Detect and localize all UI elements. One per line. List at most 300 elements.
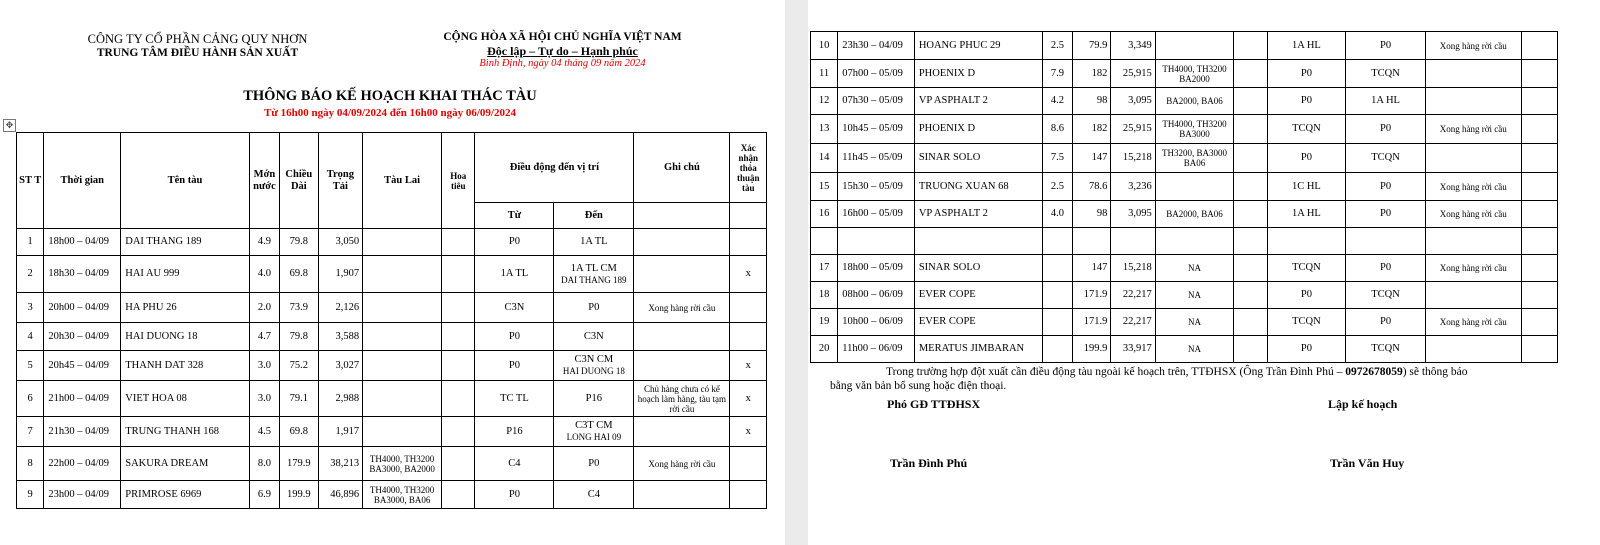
cell-to (554, 381, 634, 417)
cell-length-text: 199.9 (287, 488, 311, 500)
cell-tonnage (1111, 282, 1155, 309)
cell-from-text: P0 (508, 359, 520, 371)
cell-note (1425, 309, 1521, 336)
table-row (811, 88, 1558, 115)
cell-stt (811, 255, 838, 282)
cell-time-text: 16h00 – 05/09 (842, 208, 903, 219)
table-row (811, 60, 1558, 88)
cell-tug (363, 229, 442, 256)
cell-tonnage-text: 25,915 (1122, 67, 1152, 79)
table-row (811, 115, 1558, 144)
cell-note (1425, 201, 1521, 228)
cell-to-text: TCQN (1371, 152, 1400, 163)
cell-stt-text: 10 (818, 39, 830, 51)
cell-length (1073, 115, 1111, 144)
cell-tug-text: BA2000, BA06 (1166, 96, 1223, 106)
cell-from (1267, 336, 1346, 363)
cell-tug (1155, 201, 1234, 228)
cell-length-text: 98 (1096, 208, 1108, 219)
cell-tug-text: NA (1188, 317, 1202, 327)
cell-confirm (1521, 88, 1557, 115)
cell-draft (1042, 115, 1072, 144)
cell-ship (914, 282, 1042, 309)
cell-tug-text: BA2000, BA06 (1166, 209, 1223, 219)
cell-time (838, 201, 915, 228)
cell-to (1346, 282, 1426, 309)
table-row (17, 256, 767, 293)
cell-time-text: 10h00 – 06/09 (842, 316, 903, 327)
cell-stt-text: 16 (818, 208, 830, 219)
cell-draft (1042, 173, 1072, 201)
cell-ship-text: PHOENIX D (918, 123, 976, 134)
document-date: Bình Định, ngày 04 tháng 09 năm 2024 (479, 58, 646, 69)
cell-draft (1042, 32, 1072, 60)
cell-draft-text: 4.0 (257, 268, 271, 279)
table-row (811, 201, 1558, 228)
cell-pilot (1234, 309, 1267, 336)
cell-stt (811, 201, 838, 228)
cell-draft (249, 381, 279, 417)
cell-pilot (1234, 201, 1267, 228)
cell-tug-text: NA (1188, 290, 1202, 300)
cell-tug-text: NA (1188, 344, 1202, 354)
cell-note (1425, 228, 1521, 255)
cell-time (838, 336, 915, 363)
cell-stt-text: 5 (27, 359, 33, 371)
cell-confirm-text: x (745, 359, 751, 371)
cell-to-subtext: DAI THANG 189 (561, 274, 627, 285)
cell-from-text: P0 (508, 236, 520, 247)
cell-pilot (442, 381, 475, 417)
cell-note (634, 481, 730, 509)
cell-time-text: 21h30 – 04/09 (48, 425, 109, 437)
cell-ship-text: HAI AU 999 (125, 268, 180, 279)
cell-stt (811, 228, 838, 255)
cell-confirm (1521, 201, 1557, 228)
cell-length (280, 323, 318, 351)
cell-to-text: C3T CM (575, 420, 613, 431)
cell-note (634, 351, 730, 381)
schedule-table-part1 (16, 132, 767, 509)
cell-stt (811, 115, 838, 144)
cell-to (1346, 228, 1426, 255)
footer-note (830, 365, 1530, 393)
cell-length (1073, 336, 1111, 363)
cell-from (475, 229, 554, 256)
cell-note (634, 447, 730, 481)
table-row (811, 282, 1558, 309)
cell-tonnage (318, 481, 363, 509)
cell-time-text: 11h45 – 05/09 (842, 152, 903, 163)
cell-length-text: 199.9 (1083, 343, 1108, 354)
col-confirm: Xác nhận thỏa thuận tàu (730, 133, 767, 203)
cell-stt (17, 481, 44, 509)
cell-time (838, 60, 915, 88)
table-row (17, 229, 767, 256)
cell-draft-text: 8.0 (257, 457, 271, 469)
cell-tonnage-text: 3,095 (1128, 95, 1152, 106)
cell-pilot (442, 229, 475, 256)
cell-time (44, 256, 121, 293)
cell-stt-text: 12 (818, 95, 830, 106)
cell-time-text: 18h30 – 04/09 (48, 268, 109, 279)
cell-length (1073, 201, 1111, 228)
cell-note (1425, 173, 1521, 201)
cell-tonnage (318, 229, 363, 256)
cell-tonnage (318, 256, 363, 293)
cell-pilot (1234, 32, 1267, 60)
col-length: Chiều Dài (280, 133, 318, 229)
cell-ship (914, 228, 1042, 255)
col-draft: Mớn nước (249, 133, 279, 229)
cell-stt-text: 4 (27, 330, 33, 342)
cell-confirm (1521, 32, 1557, 60)
cell-pilot (1234, 173, 1267, 201)
cell-to (1346, 60, 1426, 88)
cell-length (280, 447, 318, 481)
table-row (17, 293, 767, 323)
cell-length-text: 171.9 (1083, 316, 1108, 327)
cell-to-text: P0 (1379, 316, 1392, 327)
cell-from-text: TC TL (500, 392, 529, 404)
cell-from (1267, 309, 1346, 336)
cell-to-text: P0 (588, 457, 600, 469)
cell-tonnage (1111, 201, 1155, 228)
cell-to-text: P0 (1379, 123, 1392, 134)
cell-tug (1155, 336, 1234, 363)
cell-to-text: 1A HL (1371, 95, 1400, 106)
cell-stt-text: 18 (818, 289, 830, 300)
cell-tonnage-text: 3,236 (1128, 180, 1152, 192)
cell-to (1346, 115, 1426, 144)
cell-pilot (1234, 144, 1267, 173)
cell-to (554, 447, 634, 481)
table-move-handle-icon[interactable]: ✥ (3, 119, 16, 132)
cell-length-text: 78.6 (1088, 180, 1108, 192)
contact-phone: 0972678059 (1345, 366, 1403, 378)
cell-tonnage (318, 381, 363, 417)
cell-time (838, 228, 915, 255)
cell-length-text: 73.9 (289, 301, 309, 313)
cell-stt (17, 256, 44, 293)
cell-ship (914, 309, 1042, 336)
cell-tug (1155, 32, 1234, 60)
cell-from (475, 447, 554, 481)
cell-note-text: Xong hàng rời cầu (648, 458, 716, 469)
cell-draft (1042, 309, 1072, 336)
cell-to (554, 323, 634, 351)
cell-tug (363, 381, 442, 417)
cell-draft (249, 481, 279, 509)
cell-draft-text: 4.5 (257, 425, 271, 437)
cell-confirm (1521, 309, 1557, 336)
cell-tonnage-text: 1,917 (335, 425, 360, 437)
cell-note (634, 256, 730, 293)
cell-stt-text: 9 (27, 488, 33, 500)
table-row (17, 381, 767, 417)
cell-to (1346, 88, 1426, 115)
cell-to (1346, 309, 1426, 336)
cell-ship-text: DAI THANG 189 (125, 236, 202, 247)
department-name: TRUNG TÂM ĐIỀU HÀNH SẢN XUẤT (96, 47, 299, 59)
cell-ship-text: PHOENIX D (918, 67, 976, 79)
cell-tug (363, 256, 442, 293)
cell-tonnage-text: 2,988 (335, 392, 360, 404)
cell-from (1267, 228, 1346, 255)
cell-to-text: C3N CM (574, 354, 614, 365)
cell-to-text: TCQN (1371, 289, 1400, 300)
table-row (17, 481, 767, 509)
cell-from (1267, 115, 1346, 144)
cell-to-text: 1A TL CM (570, 262, 617, 274)
cell-from-text: TCQN (1292, 316, 1321, 327)
col-stt: ST T (17, 133, 44, 229)
cell-length (280, 229, 318, 256)
col-time: Thời gian (44, 133, 121, 229)
cell-tonnage-text: 3,349 (1128, 39, 1152, 51)
cell-from (475, 417, 554, 447)
cell-to (1346, 201, 1426, 228)
cell-draft (1042, 336, 1072, 363)
cell-confirm (1521, 255, 1557, 282)
cell-tug (1155, 144, 1234, 173)
cell-confirm (1521, 60, 1557, 88)
cell-stt (17, 351, 44, 381)
signature-right-name: Trần Văn Huy (1330, 456, 1405, 470)
cell-draft (1042, 228, 1072, 255)
cell-draft (249, 229, 279, 256)
cell-from-text: TCQN (1292, 123, 1321, 134)
cell-to-text: TCQN (1371, 67, 1400, 79)
cell-time (838, 255, 915, 282)
cell-length (1073, 32, 1111, 60)
cell-to-text: P0 (1379, 208, 1392, 219)
cell-length (1073, 255, 1111, 282)
cell-from (475, 481, 554, 509)
cell-time (838, 173, 915, 201)
cell-pilot (1234, 88, 1267, 115)
cell-from-text: P0 (508, 330, 520, 342)
col-ship: Tên tàu (121, 133, 250, 229)
cell-to (554, 256, 634, 293)
cell-note (1425, 255, 1521, 282)
col-tug: Tàu Lai (363, 133, 442, 229)
cell-time-text: 20h00 – 04/09 (48, 301, 109, 313)
cell-time-text: 15h30 – 05/09 (842, 180, 903, 192)
cell-to-text: P0 (1379, 180, 1392, 192)
cell-tonnage-text: 3,095 (1128, 208, 1152, 219)
cell-tug (1155, 282, 1234, 309)
cell-time-text: 18h00 – 05/09 (842, 262, 903, 273)
cell-to-text: 1A TL (580, 236, 608, 247)
cell-ship-text: HAI DUONG 18 (125, 330, 198, 342)
col-to: Đến (554, 203, 634, 229)
cell-time-text: 07h00 – 05/09 (842, 67, 903, 79)
cell-stt-text: 20 (818, 343, 830, 354)
company-header (70, 32, 325, 60)
cell-from (475, 381, 554, 417)
cell-stt-text: 3 (27, 301, 33, 313)
cell-pilot (1234, 115, 1267, 144)
cell-to-text: TCQN (1371, 343, 1400, 354)
document-page-2 (808, 0, 1600, 545)
cell-length-text: 171.9 (1083, 289, 1108, 300)
cell-confirm (1521, 336, 1557, 363)
cell-length (280, 256, 318, 293)
cell-note (634, 293, 730, 323)
cell-ship-text: TRUONG XUAN 68 (918, 180, 1009, 192)
col-pilot: Hoa tiêu (442, 133, 475, 229)
cell-tug (1155, 228, 1234, 255)
cell-ship (914, 32, 1042, 60)
cell-tonnage (318, 323, 363, 351)
cell-from-text: 1A TL (500, 268, 529, 279)
cell-confirm (1521, 115, 1557, 144)
cell-tonnage-text: 15,218 (1122, 152, 1152, 163)
cell-draft-text: 4.0 (1050, 208, 1064, 219)
schedule-table-part2 (810, 31, 1558, 363)
cell-length (280, 481, 318, 509)
signature-right-title: Lập kế hoạch (1328, 397, 1398, 411)
cell-time-text: 10h45 – 05/09 (842, 123, 903, 134)
cell-note (1425, 88, 1521, 115)
cell-stt (811, 309, 838, 336)
cell-to-text: C4 (587, 488, 600, 500)
cell-tonnage (1111, 88, 1155, 115)
cell-from-text: P16 (506, 425, 523, 437)
cell-draft (249, 417, 279, 447)
cell-ship-text: SINAR SOLO (918, 262, 981, 273)
company-name: CÔNG TY CỔ PHẦN CẢNG QUY NHƠN (87, 32, 308, 46)
cell-stt (811, 173, 838, 201)
cell-draft (249, 447, 279, 481)
cell-pilot (442, 323, 475, 351)
cell-from (1267, 173, 1346, 201)
cell-to-text: P0 (588, 301, 600, 313)
cell-length (280, 351, 318, 381)
cell-tug-text: TH4000, TH3200 BA2000 (1162, 63, 1227, 84)
document-page-1 (0, 0, 785, 545)
table-row (17, 351, 767, 381)
cell-ship (914, 115, 1042, 144)
cell-from-text: P0 (1300, 152, 1312, 163)
cell-from (1267, 282, 1346, 309)
cell-ship-text: VP ASPHALT 2 (918, 95, 988, 106)
cell-tonnage-text: 2,126 (335, 301, 360, 313)
cell-from (475, 256, 554, 293)
cell-from-text: 1A HL (1291, 208, 1321, 219)
cell-confirm (1521, 228, 1557, 255)
cell-note (634, 229, 730, 256)
cell-time (44, 481, 121, 509)
cell-stt (17, 417, 44, 447)
cell-confirm (730, 229, 767, 256)
cell-tug (1155, 88, 1234, 115)
cell-time (838, 282, 915, 309)
cell-time-text: 11h00 – 06/09 (842, 343, 903, 354)
cell-stt-text: 14 (818, 152, 830, 163)
cell-length-text: 69.8 (289, 268, 309, 279)
cell-draft-text: 7.5 (1050, 152, 1064, 163)
cell-tug (363, 417, 442, 447)
cell-length (280, 293, 318, 323)
cell-length (1073, 60, 1111, 88)
cell-draft (1042, 282, 1072, 309)
cell-from (475, 293, 554, 323)
cell-draft-text: 8.6 (1050, 123, 1064, 134)
cell-pilot (1234, 282, 1267, 309)
cell-ship-text: SAKURA DREAM (125, 457, 209, 469)
cell-length (1073, 282, 1111, 309)
cell-tonnage (1111, 309, 1155, 336)
cell-draft-text: 2.0 (257, 301, 271, 313)
national-motto: Độc lập – Tự do – Hạnh phúc (487, 44, 638, 58)
cell-time-text: 23h00 – 04/09 (48, 488, 109, 500)
cell-draft (1042, 60, 1072, 88)
cell-note (634, 381, 730, 417)
cell-length-text: 147 (1091, 152, 1108, 163)
cell-tonnage (1111, 173, 1155, 201)
cell-to (1346, 32, 1426, 60)
schedule-body-part2 (811, 32, 1558, 363)
cell-ship (914, 88, 1042, 115)
table-row (17, 323, 767, 351)
cell-ship (121, 381, 250, 417)
cell-time (838, 88, 915, 115)
cell-stt-text: 1 (27, 236, 33, 247)
cell-tug (363, 447, 442, 481)
cell-draft (249, 293, 279, 323)
cell-tonnage-text: 22,217 (1122, 316, 1152, 327)
cell-to-subtext: HAI DUONG 18 (562, 366, 625, 376)
cell-ship (121, 351, 250, 381)
national-title: CỘNG HÒA XÃ HỘI CHỦ NGHĨA VIỆT NAM (443, 31, 682, 43)
cell-stt (17, 229, 44, 256)
document-title: THÔNG BÁO KẾ HOẠCH KHAI THÁC TÀU (243, 88, 537, 104)
cell-tonnage-text: 22,217 (1122, 289, 1152, 300)
cell-ship (121, 417, 250, 447)
cell-ship (914, 201, 1042, 228)
cell-from-text: TCQN (1292, 262, 1321, 273)
table-row (811, 228, 1558, 255)
cell-time (838, 309, 915, 336)
cell-tonnage (1111, 336, 1155, 363)
cell-from (1267, 201, 1346, 228)
cell-tonnage-text: 46,896 (330, 488, 360, 500)
cell-to (554, 351, 634, 381)
cell-tug (1155, 173, 1234, 201)
cell-tonnage (1111, 32, 1155, 60)
cell-confirm-text: x (745, 425, 751, 437)
cell-ship (914, 144, 1042, 173)
cell-pilot (442, 293, 475, 323)
col-note: Ghi chú (634, 133, 730, 203)
cell-ship-text: EVER COPE (918, 289, 976, 300)
cell-stt (811, 88, 838, 115)
cell-from (475, 351, 554, 381)
cell-ship-text: MERATUS JIMBARAN (918, 343, 1025, 354)
cell-stt-text: 6 (27, 392, 33, 404)
cell-note-text: Xong hàng rời cầu (648, 302, 716, 313)
national-header (420, 30, 705, 70)
cell-confirm (1521, 282, 1557, 309)
cell-to (554, 229, 634, 256)
cell-ship-text: TRUNG THANH 168 (125, 425, 219, 437)
cell-tug (363, 323, 442, 351)
cell-draft-text: 2.5 (1050, 180, 1064, 192)
cell-confirm (730, 256, 767, 293)
table-row (811, 309, 1558, 336)
